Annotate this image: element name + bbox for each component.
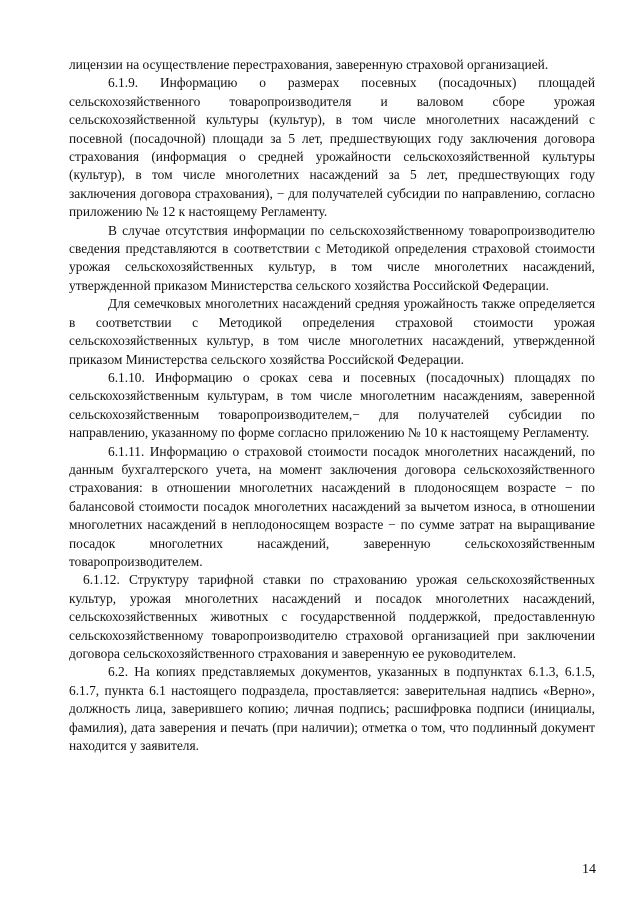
paragraph-pome-plantings: Для семечковых многолетних насаждений средняя урожайность также определяется в соответствии с Методикой определения страховой стоимости урожая сельскохозяйственных культур, в том числе многолетних насаждений, утвержденной приказом Министерства сельского хозяйства Российской Федерации.: [69, 296, 595, 367]
page-number: 14: [582, 862, 596, 877]
paragraph-6-1-11: 6.1.11. Информацию о страховой стоимости посадок многолетних насаждений, по данным бухгалтерского учета, на момент заключения договора сельскохозяйственного страхования: в отношении многолетних насаждений в плодоносящем возрасте − по балансовой стоимости посадок многолетних насаждений за вычетом износа, в отношении многолетних насаждений в неплодоносящем возрасте − по сумме затрат на выращивание посадок многолетних насаждений, заверенную сельскохозяйственным товаропроизводителем.: [69, 443, 595, 569]
paragraph-license-continuation: лицензии на осуществление перестрахования, заверенную страховой организацией.: [69, 57, 549, 72]
paragraph-no-information: В случае отсутствия информации по сельскохозяйственному товаропроизводителю сведения представляются в соответствии с Методикой определения страховой стоимости урожая сельскохозяйственных культур, в том числе многолетних насаждений, утвержденной приказом Министерства сельского хозяйства Российской Федерации.: [69, 222, 595, 293]
paragraph-6-1-10: 6.1.10. Информацию о сроках сева и посевных (посадочных) площадях по сельскохозяйственным культурам, в том числе многолетним насаждениям, заверенной сельскохозяйственным товаропроизводителем,− для получателей субсидии по направлению, указанному по форме согласно приложению № 10 к настоящему Регламенту.: [69, 369, 595, 441]
document-body: [69, 56, 595, 755]
paragraph-6-1-12: 6.1.12. Структуру тарифной ставки по страхованию урожая сельскохозяйственных культур, урожая многолетних насаждений и посадок многолетних насаждений, сельскохозяйственных животных с государственной поддержкой, предоставленную сельскохозяйственному товаропроизводителю страховой организацией при заключении договора сельскохозяйственного страхования и заверенную ее руководителем.: [69, 572, 595, 661]
paragraph-6-1-9: 6.1.9. Информацию о размерах посевных (посадочных) площадей сельскохозяйственного товаропроизводителя и валовом сборе урожая сельскохозяйственной культуры (культур), в том числе многолетних насаждений с посевной (посадочной) площади за 5 лет, предшествующих году заключения договора страхования (информация о средней урожайности сельскохозяйственной культуры (культур), в том числе многолетних насаждений за 5 лет, предшествующих году заключения договора страхования), − для получателей субсидии по направлению, согласно приложению № 12 к настоящему Регламенту.: [69, 75, 595, 220]
paragraph-6-2: 6.2. На копиях представляемых документов, указанных в подпунктах 6.1.3, 6.1.5, 6.1.7, пункта 6.1 настоящего подраздела, проставляется: заверительная надпись «Верно», должность лица, заверившего копию; личная подпись; расшифровка подписи (инициалы, фамилия), дата заверения и печать (при наличии); отметка о том, что подлинный документ находится у заявителя.: [69, 664, 595, 754]
